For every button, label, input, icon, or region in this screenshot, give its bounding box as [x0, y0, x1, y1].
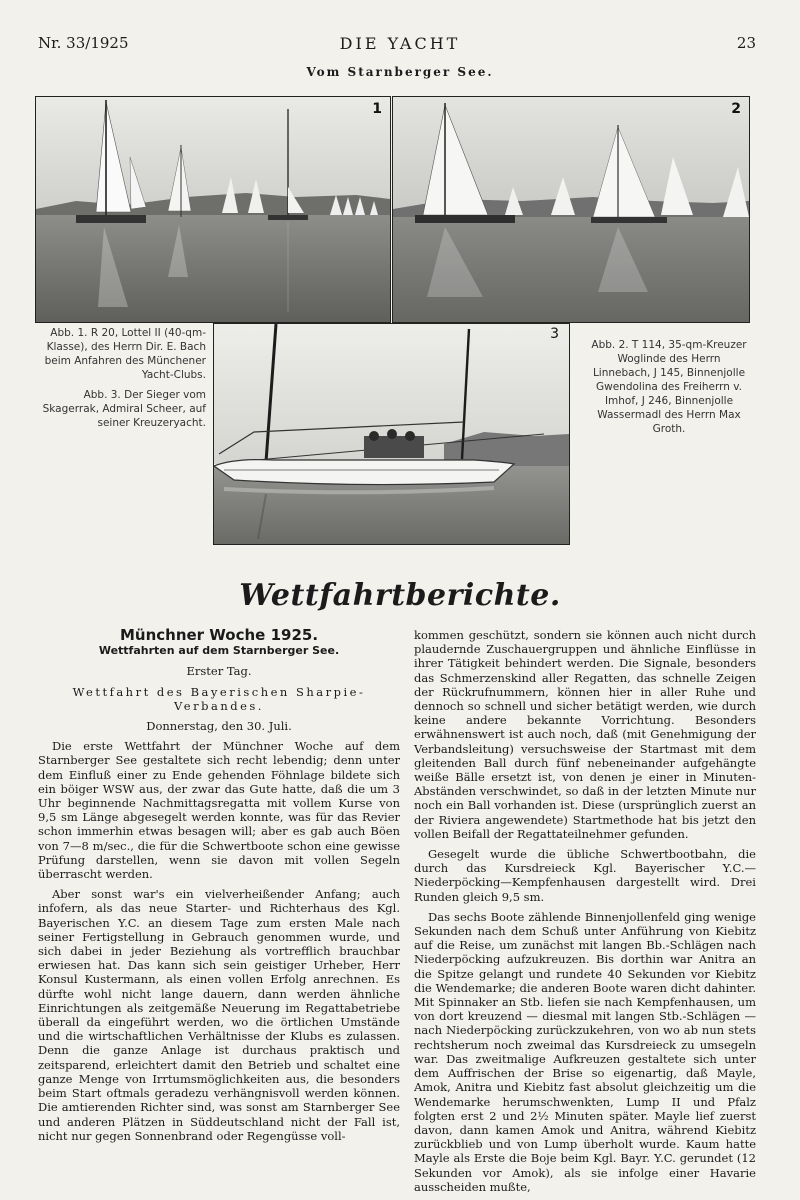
caption-abb3: Abb. 3. Der Sieger vom Skagerrak, Admiral Scheer, auf seiner Kreuzeryacht. — [42, 389, 206, 429]
article-column-left — [38, 628, 400, 1149]
article-column-right — [414, 628, 756, 1200]
photo-2-number: 2 — [731, 101, 741, 117]
date-line: Donnerstag, den 30. Juli. — [146, 719, 292, 734]
paragraph: Das sechs Boote zählende Binnenjollenfeld ging wenige Sekunden nach dem Schuß unter Anführung von Kiebitz auf die Reise, um zunächst mit langen Bb.-Schlägen nach Niederpöcking aufzukreuzen. Bis dorthin war Anitra an die Spitze gelangt und rundete 40 Sekunden vor Kiebitz die Wendemarke; die anderen Boote waren dicht dahinter. Mit Spinnaker an Stb. liefen sie nach Kempfenhausen, um von dort kreuzend — diesmal mit langen Stb.-Schlägen — nach Niederpöcking zurückzukehren, von wo ab nun stets rechtsherum noch zweimal das Kursdreieck zu umsegeln war. Das zweitmalige Aufkreuzen gestaltete sich unter dem Auffrischen der Brise so eigenartig, daß Mayle, Amok, Anitra und Kiebitz fast absolut gleichzeitig um die Wendemarke herumschwenkten, Lump II und Pfalz folgten erst 2 und 2½ Minuten später. Mayle lief zuerst davon, dann kamen Amok und Anitra, während Kiebitz zurückblieb und von Lump überholt wurde. Kaum hatte Mayle als Erste die Boje beim Kgl. Bayr. Y.C. gerundet (12 Sekunden vor Amok), als sie infolge einer Havarie ausscheiden mußte, — [414, 909, 756, 1194]
paragraph: kommen geschützt, sondern sie können auch nicht durch plaudernde Zuschauergruppen und ähnliche Einflüsse in ihrer Tätigkeit behindert werden. Die Signale, besonders das Schmerzenskind aller Regatten, das schnelle Zeigen der Rückrufnummern, können hier in aller Ruhe und dennoch so schnell und sicher betätigt werden, wie durch keine andere bekannte Vorrichtung. Besonders erwähnenswert ist auch noch, daß (mit Genehmigung der Verbandsleitung) versuchsweise der Startmast mit dem gleitenden Ball durch fünf nebeneinander aufgehängte weiße Bälle ersetzt ist, von denen je einer in Minuten-Abständen verschwindet, so daß in der letzten Minute nur noch ein Ball vorhanden ist. Diese (ursprünglich zuerst an der Riviera angewendete) Startmethode hat bis jetzt den vollen Beifall der Regattateilnehmer gefunden. — [414, 628, 756, 841]
paragraph: Gesegelt wurde die übliche Schwertbootbahn, die durch das Kursdreieck Kgl. Bayerischer Y.C.—Niederpöcking—Kempfenhausen dargestellt wird. Drei Runden gleich 9,5 sm. — [414, 847, 756, 904]
photo-3-number: 3 — [550, 326, 559, 342]
photo-1 — [35, 96, 391, 323]
photo-2 — [392, 96, 750, 323]
photo-1-number: 1 — [372, 101, 382, 117]
photo-3 — [213, 323, 570, 545]
paragraph: Die erste Wettfahrt der Münchner Woche auf dem Starnberger See gestaltete sich recht lebendig; denn unter dem Einfluß einer zu Ende gehenden Föhnlage bildete sich ein böiger WSW aus, der zwar das Gute hatte, daß die um 3 Uhr beginnende Nachmittagsregatta mit vollem Kurse von 9,5 sm Länge abgesegelt werden konnte, was für das Revier schon immerhin etwas besagen will; aber es gab auch Böen von 7—8 m/sec., die für die Schwertboote schon eine gewisse Prüfung darstellen, wenn sie davon mit vollen Segeln überrascht werden. — [38, 739, 400, 882]
issue-number: Nr. 33/1925 — [38, 34, 129, 52]
caption-abb2: Abb. 2. T 114, 35-qm-Kreuzer Woglinde des Herrn Linnebach, J 145, Binnenjolle Gwendolina des Freiherrn v. Imhof, J 246, Binnenjolle Wassermadl des Herrn Max Groth. — [591, 339, 747, 435]
caption-abb1: Abb. 1. R 20, Lottel II (40-qm-Klasse), des Herrn Dir. E. Bach beim Anfahren des Münchener Yacht-Clubs. — [44, 327, 206, 381]
photo-section-heading: Vom Starnberger See. — [306, 65, 494, 79]
journal-title: DIE YACHT — [339, 34, 461, 53]
section-title: Wettfahrtberichte. — [239, 578, 561, 613]
race-heading: Wettfahrt des Bayerischen Sharpie-Verbandes. — [72, 684, 366, 713]
article-title: Münchner Woche 1925. — [119, 626, 319, 644]
article-subtitle: Wettfahrten auf dem Starnberger See. — [98, 644, 340, 658]
day-heading: Erster Tag. — [186, 664, 252, 679]
paragraph: Aber sonst war's ein vielverheißender Anfang; auch infofern, als das neue Starter- und Richterhaus des Kgl. Bayerischen Y.C. an diesem Tage zum ersten Male nach seiner Fertigstellung in Gebrauch genommen wurde, und sich dabei in jeder Beziehung als vortrefflich brauchbar erwiesen hat. Das kann sich sein geistiger Urheber, Herr Konsul Kustermann, als einen vollen Erfolg anrechnen. Es dürfte wohl nicht lange dauern, dann werden ähnliche Einrichtungen als zeitgemäße Neuerung im Regattabetriebe überall da eingeführt werden, wo die örtlichen Umstände und die wirtschaftlichen Verhältnisse der Klubs es zulassen. Denn die ganze Anlage ist durchaus praktisch und zeitsparend, erleichtert damit den Betrieb und schaltet eine ganze Menge von Irrtumsmöglichkeiten aus, die besonders beim Start oftmals geradezu verhängnisvoll werden können. Die amtierenden Richter sind, was sonst am Starnberger See und anderen Plätzen in Süddeutschland nicht der Fall ist, nicht nur gegen Sonnenbrand oder Regengüsse voll- — [38, 887, 400, 1143]
page-number: 23 — [736, 34, 756, 52]
caption-left — [36, 326, 206, 436]
